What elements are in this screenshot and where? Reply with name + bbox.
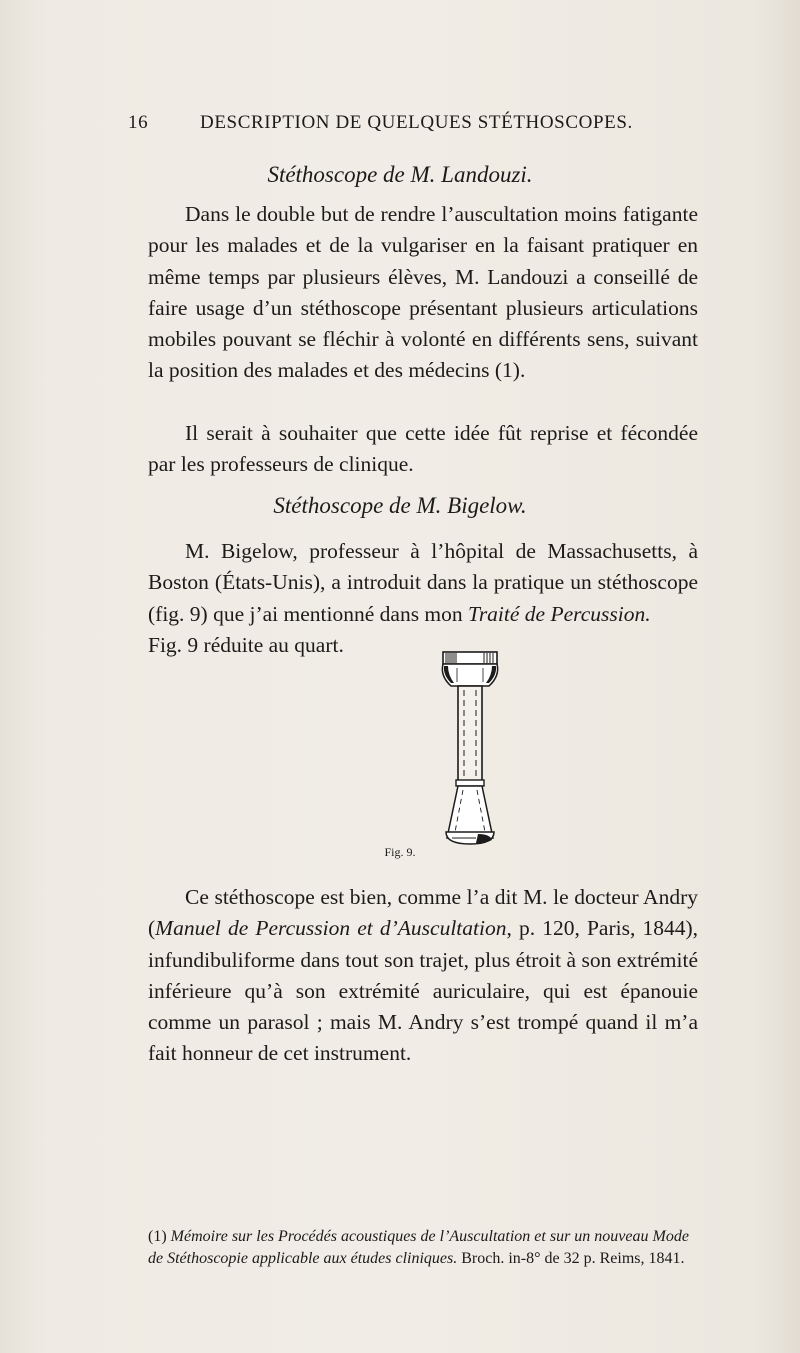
heading-landouzi: Stéthoscope de M. Landouzi.	[267, 162, 533, 187]
stethoscope-engraving-icon	[432, 650, 508, 846]
paragraph-andry	[148, 882, 698, 1070]
running-title: DESCRIPTION DE QUELQUES STÉTHOSCOPES.	[200, 112, 633, 133]
page-header	[128, 112, 688, 142]
paragraph-bigelow	[148, 536, 698, 630]
figure-caption: Fig. 9.	[384, 845, 416, 859]
footnote-number: (1)	[148, 1228, 171, 1245]
heading-bigelow: Stéthoscope de M. Bigelow.	[273, 493, 527, 518]
fig-reduction-note: Fig. 9 réduite au quart.	[148, 633, 344, 657]
footnote	[148, 1226, 708, 1270]
page-number: 16	[128, 112, 149, 133]
bigelow-text: M. Bigelow, professeur à l’hôpital de Massachusetts, à Boston (États-Unis), a introduit dans la pratique un stéthoscope (fig. 9) que j’ai mentionné dans mon	[148, 539, 698, 626]
andry-text-rest: , p. 120, Paris, 1844), infundibuliforme dans tout son trajet, plus étroit à son extrémité inférieure qu’à son extrémité auriculaire, qui est épanouie comme un parasol ; mais M. Andry s’est trompé quand il m’a fait honneur de cet instrument.	[148, 916, 698, 1066]
paragraph-landouzi: Dans le double but de rendre l’auscultation moins fatigante pour les malades et de la vulgariser en la faisant pratiquer en même temps par plusieurs élèves, M. Landouzi a conseillé de faire usage d’un stéthoscope présentant plusieurs articulations mobiles pouvant se fléchir à volonté en différents sens, suivant la position des malades et des médecins (1).	[148, 202, 698, 383]
footnote-title: Mémoire sur les Procédés acoustiques de l’Auscultation et sur un nouveau Mode de Stéthoscopie applicable aux études cliniques.	[148, 1228, 689, 1267]
andry-text-start: Ce stéthoscope est bien, comme l’a dit M. le docteur Andry (	[148, 885, 698, 941]
footnote-details: Broch. in-8° de 32 p. Reims, 1841.	[457, 1250, 685, 1267]
book-title-percussion: Traité de Percussion.	[468, 601, 651, 626]
book-title-manuel: Manuel de Percussion et d’Auscultation	[155, 916, 507, 941]
paragraph-landouzi-wish: Il serait à souhaiter que cette idée fût reprise et fécondée par les professeurs de clinique.	[148, 421, 698, 477]
